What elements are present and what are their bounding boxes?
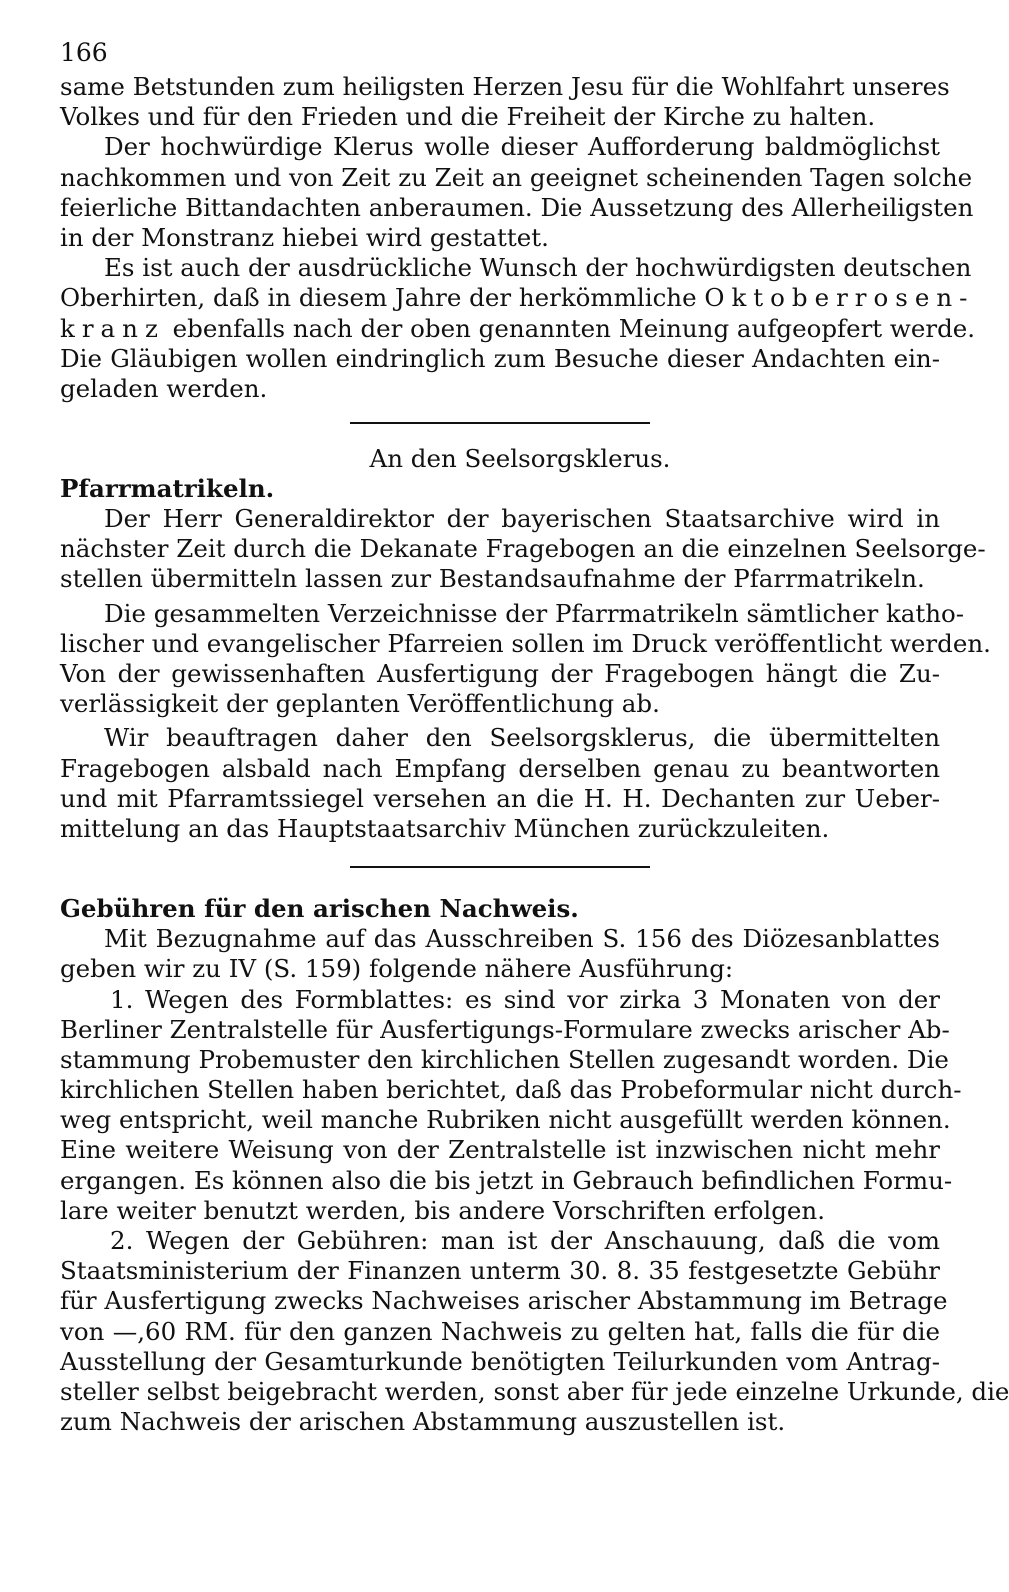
text-line: 1. Wegen des Formblattes: es sind vor zirka 3 Monaten von der xyxy=(110,984,940,1014)
text-line: weg entspricht, weil manche Rubriken nicht ausgefüllt werden können. xyxy=(60,1105,951,1135)
text-line: stellen übermitteln lassen zur Bestandsaufnahme der Pfarrmatrikeln. xyxy=(60,564,925,594)
document-page xyxy=(60,38,1009,1437)
text-line: nächster Zeit durch die Dekanate Fragebogen an die einzelnen Seelsorge- xyxy=(60,534,986,564)
text-line: mittelung an das Hauptstaatsarchiv München zurückzuleiten. xyxy=(60,813,830,843)
text-line: Von der gewissenhaften Ausfertigung der Fragebogen hängt die Zu- xyxy=(60,659,940,688)
text-line: Staatsministerium der Finanzen unterm 30. 8. 35 festgesetzte Gebühr xyxy=(60,1256,940,1286)
text-line: ergangen. Es können also die bis jetzt in Gebrauch befindlichen Formu- xyxy=(60,1165,953,1195)
section-heading-clergy: An den Seelsorgsklerus. xyxy=(369,444,671,474)
text-line: 2. Wegen der Gebühren: man ist der Anschauung, daß die vom xyxy=(110,1226,940,1255)
text-line: Die Gläubigen wollen eindringlich zum Besuche dieser Andachten ein- xyxy=(60,343,940,373)
text-line: steller selbst beigebracht werden, sonst aber für jede einzelne Urkunde, die xyxy=(60,1376,1009,1406)
text-line: Fragebogen alsbald nach Empfang derselben genau zu beantworten xyxy=(60,753,940,783)
parish-registers-paragraphs xyxy=(60,504,991,844)
text-line xyxy=(60,283,975,313)
text-line: lare weiter benutzt werden, bis andere Vorschriften erfolgen. xyxy=(60,1195,826,1225)
text-line: Volkes und für den Frieden und die Freiheit der Kirche zu halten. xyxy=(60,102,876,132)
page-number: 166 xyxy=(60,38,108,67)
text-line: lischer und evangelischer Pfarreien sollen im Druck veröffentlicht werden. xyxy=(60,628,991,658)
text-line: verlässigkeit der geplanten Veröffentlichung ab. xyxy=(60,689,660,719)
text-segment: Oberhirten, daß in diesem Jahre der herkömmliche xyxy=(60,283,705,313)
text-line: zum Nachweis der arischen Abstammung auszustellen ist. xyxy=(60,1407,786,1437)
text-line: feierliche Bittandachten anberaumen. Die Aussetzung des Allerheiligsten xyxy=(60,192,974,222)
text-line: Die gesammelten Verzeichnisse der Pfarrmatrikeln sämtlicher katho- xyxy=(104,598,965,628)
section-divider xyxy=(350,866,650,868)
subheading-parish-registers: Pfarrmatrikeln. xyxy=(60,474,275,504)
text-line: Berliner Zentralstelle für Ausfertigungs-Formulare zwecks arischer Ab- xyxy=(60,1014,950,1044)
text-line: für Ausfertigung zwecks Nachweises arischer Abstammung im Betrage xyxy=(60,1286,948,1316)
text-line: geladen werden. xyxy=(60,373,268,403)
text-line: von —,60 RM. für den ganzen Nachweis zu gelten hat, falls die für die xyxy=(60,1316,940,1346)
prayer-hours-paragraphs xyxy=(60,72,976,404)
text-line: Eine weitere Weisung von der Zentralstelle ist inzwischen nicht mehr xyxy=(60,1135,940,1165)
text-line: Mit Bezugnahme auf das Ausschreiben S. 156 des Diözesanblattes xyxy=(104,924,940,954)
text-line: Der hochwürdige Klerus wolle dieser Aufforderung baldmöglichst xyxy=(104,132,940,162)
text-segment: ebenfalls nach der oben genannten Meinung aufgeopfert werde. xyxy=(164,313,976,343)
text-line: Es ist auch der ausdrückliche Wunsch der hochwürdigsten deutschen xyxy=(104,253,972,283)
text-line: Der Herr Generaldirektor der bayerischen Staatsarchive wird in xyxy=(104,504,940,534)
text-line: stammung Probemuster den kirchlichen Stellen zugesandt worden. Die xyxy=(60,1044,949,1074)
text-line: Ausstellung der Gesamturkunde benötigten Teilurkunden vom Antrag- xyxy=(60,1346,940,1376)
text-line xyxy=(60,313,976,344)
section-divider xyxy=(350,422,650,424)
section-heading-fees: Gebühren für den arischen Nachweis. xyxy=(60,894,579,924)
spaced-emphasis: kranz xyxy=(60,313,165,343)
text-line: nachkommen und von Zeit zu Zeit an geeignet scheinenden Tagen solche xyxy=(60,162,973,192)
text-line: same Betstunden zum heiligsten Herzen Jesu für die Wohlfahrt unseres xyxy=(60,72,950,101)
text-line: kirchlichen Stellen haben berichtet, daß das Probeformular nicht durch- xyxy=(60,1075,962,1105)
fees-paragraphs xyxy=(60,924,1009,1437)
text-line: Wir beauftragen daher den Seelsorgsklerus, die übermittelten xyxy=(104,723,940,753)
spaced-emphasis: Oktoberrosen- xyxy=(704,283,975,313)
text-line: in der Monstranz hiebei wird gestattet. xyxy=(60,222,549,252)
text-line: und mit Pfarramtssiegel versehen an die H. H. Dechanten zur Ueber- xyxy=(60,783,940,813)
text-line: geben wir zu IV (S. 159) folgende nähere Ausführung: xyxy=(60,954,734,984)
